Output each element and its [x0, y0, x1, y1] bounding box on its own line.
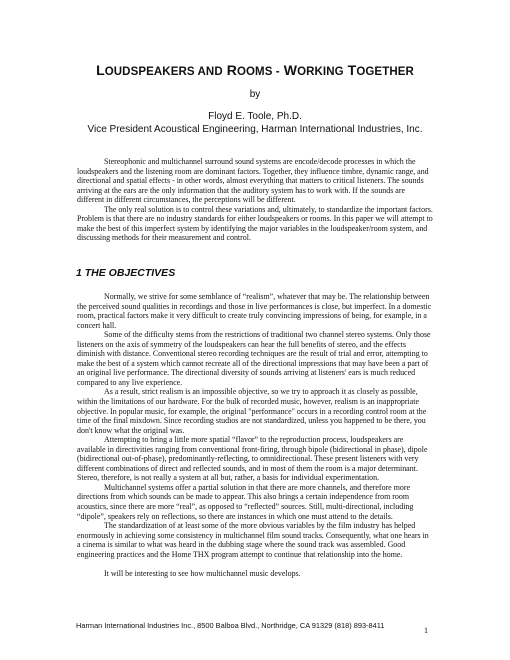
- abstract-paragraph: The only real solution is to control these variations and, ultimately, to standardize the important factors. Problem is that there are no industry standards for either loudspeakers or rooms. In this paper we will attempt to make the best of this imperfect system by identifying the major variables in the loudspeaker/room system, and discussing methods for their measurement and control.: [77, 204, 433, 243]
- author-name: Floyd E. Toole, Ph.D.: [208, 111, 302, 122]
- body-paragraph: Multichannel systems offer a partial solution in that there are more channels, and therefore more directions from which sounds can be made to appear. This also brings a certain independence from room acoustics, since there are more “real”, as opposed to “reflected” sources. Still, multi-directional, including “dipole”, speakers rely on reflections, so there are instances in which one must attend to the details.: [77, 482, 414, 521]
- paper-title: [0, 62, 510, 78]
- title-word: ORKING: [297, 66, 344, 78]
- body-paragraph: The standardization of at least some of the more obvious variables by the film industry has helped enormously in achieving some consistency in multichannel film sound tracks. Consequently, what one hears in a cinema is similar to what was heard in the dubbing stage where the sound track was assembled. Good engineering practices and the Home THX program attempt to continue that relationship into the home.: [77, 521, 429, 559]
- page-footer: Harman International Industries Inc., 8500 Balboa Blvd., Northridge, CA 91329 (818) 893-8411: [76, 621, 385, 630]
- body-paragraph: It will be interesting to see how multichannel music develops.: [104, 568, 301, 578]
- body-paragraph: Normally, we strive for some semblance of “realism”, whatever that may be. The relationship between the perceived sound qualities in recordings and those in live performances is close, but imperfect. In a domestic room, practical factors make it very difficult to create truly convincing impressions of being, for example, in a concert hall.: [77, 292, 432, 330]
- abstract-paragraph: Stereophonic and multichannel surround sound systems are encode/decode processes in which the loudspeakers and the listening room are dominant factors. Together, they influence timbre, dynamic range, and directional and spatial effects - in other words, almost everything that matters to critical listeners. The sounds arriving at the ears are the only information that the auditory system has to work with. If the sounds are different in different circumstances, the perceptions will be different.: [77, 157, 429, 205]
- page-number: 1: [424, 626, 428, 635]
- title-word: OGETHER: [356, 66, 414, 78]
- body-paragraph: Attempting to bring a little more spatial “flavor” to the reproduction process, loudspeakers are available in directivities ranging from conventional front-firing, through bipole (bidirectional in phase), dipole (bidirectional out-of-phase), predominantly-reflecting, to omnidirectional. These present listeners with very different combinations of direct and reflected sounds, and in most of them the room is a major determinant. Stereo, therefore, is not really a system at all but, rather, a basis for individual experimentation.: [77, 435, 428, 483]
- author-position: Vice President Acoustical Engineering, Harman International Industries, Inc.: [87, 123, 423, 135]
- body-paragraph: Some of the difficulty stems from the restrictions of traditional two channel stereo systems. Only those listeners on the axis of symmetry of the loudspeakers can hear the full benefits of stereo, and the effects diminish with distance. Conventional stereo recording techniques are the result of trial and error, attempting to make the best of a system which cannot recreate all of the directional impressions that may have been a part of an original live performance. The directional diversity of sounds arriving at listeners' ears is much reduced compared to any live experience.: [77, 330, 431, 387]
- abstract: [77, 157, 433, 243]
- title-initial: W: [283, 62, 298, 78]
- title-word: OUDSPEAKERS AND: [104, 66, 223, 78]
- title-initial: T: [347, 62, 357, 78]
- author-block: [0, 111, 510, 136]
- section-heading: 1 THE OBJECTIVES: [76, 267, 176, 279]
- section-body: [77, 292, 433, 578]
- byline: by: [249, 89, 261, 100]
- title-initial: R: [226, 62, 237, 78]
- title-word: OOMS -: [236, 66, 280, 78]
- title-initial: L: [96, 62, 105, 78]
- body-paragraph: As a result, strict realism is an impossible objective, so we try to approach it as closely as possible, within the limitations of our hardware. For the bulk of recorded music, however, realism is an inappropriate objective. In popular music, for example, the original "performance" occurs in a recording control room at the time of the final mixdown. Since recording studios are not standardized, unless you happened to be there, you don't know what the original was.: [77, 387, 427, 435]
